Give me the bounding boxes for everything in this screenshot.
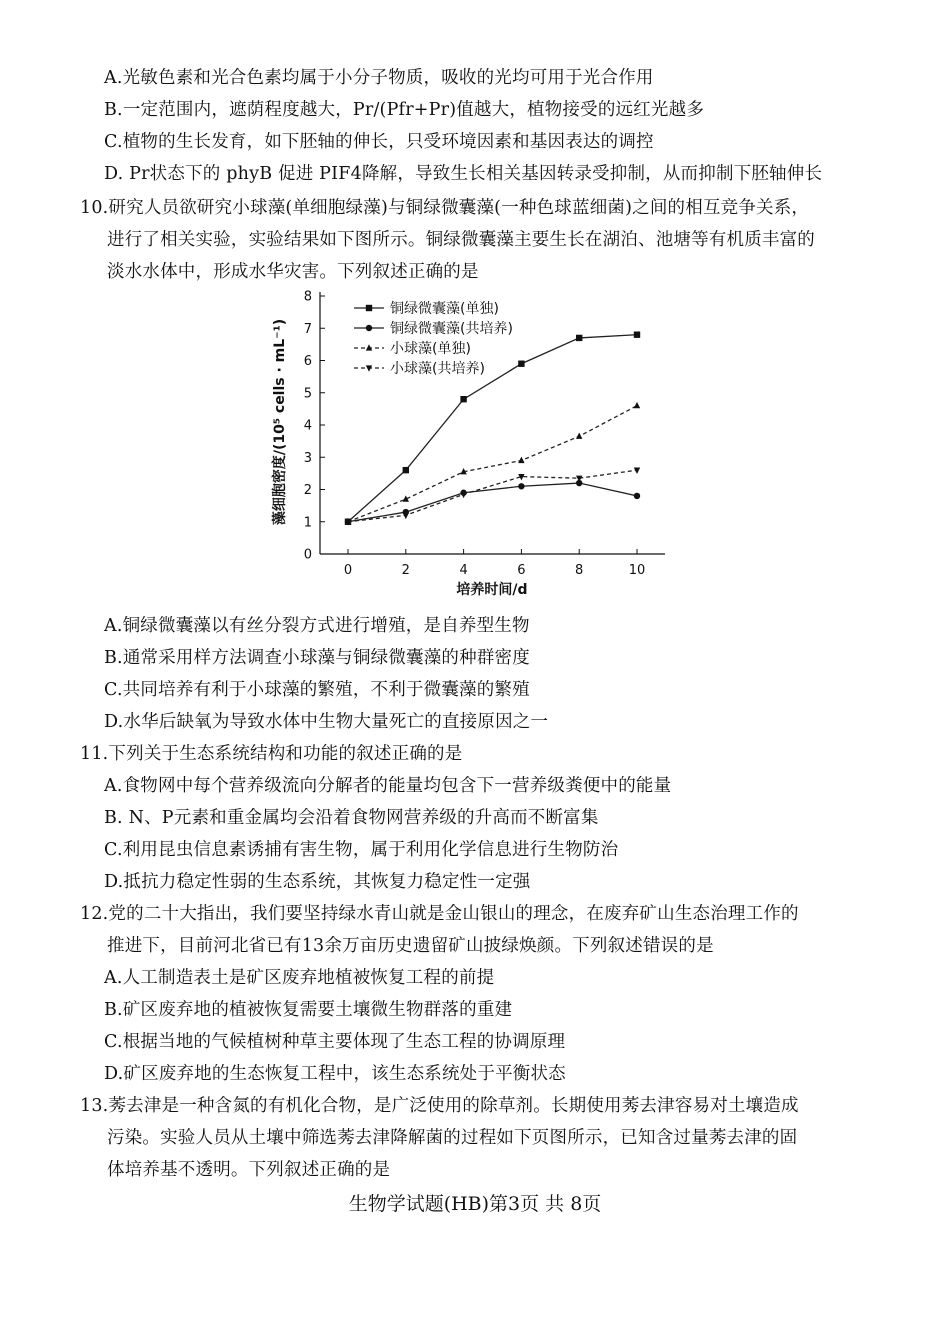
legend-label-4: 小球藻(共培养)	[390, 361, 485, 377]
legend-marker-2	[366, 325, 372, 331]
q13-stem-line-2: 污染。实验人员从土壤中筛选莠去津降解菌的过程如下页图所示，已知含过量莠去津的固	[107, 1128, 798, 1148]
y-tick-label: 8	[303, 289, 312, 305]
q11-option-d: D.抵抗力稳定性弱的生态系统，其恢复力稳定性一定强	[104, 872, 531, 892]
x-tick-label: 8	[575, 563, 584, 578]
q12-option-b: B.矿区废弃地的植被恢复需要土壤微生物群落的重建	[104, 1000, 513, 1020]
y-tick-label: 2	[303, 483, 312, 498]
data-point-s4	[403, 513, 409, 519]
series-line-2	[348, 483, 637, 522]
q10-option-c: C.共同培养有利于小球藻的繁殖，不利于微囊藻的繁殖	[104, 680, 530, 700]
q9-option-a: A.光敏色素和光合色素均属于小分子物质，吸收的光均可用于光合作用	[104, 68, 654, 88]
x-tick-label: 0	[343, 563, 353, 578]
q10-stem-line-2: 进行了相关实验，实验结果如下图所示。铜绿微囊藻主要生长在湖泊、池塘等有机质丰富的	[107, 230, 815, 250]
q9-option-c: C.植物的生长发育，如下胚轴的伸长，只受环境因素和基因表达的调控	[104, 132, 654, 152]
y-tick-label: 3	[303, 450, 312, 466]
q12-stem-line-2: 推进下，目前河北省已有13余万亩历史遗留矿山披绿焕颜。下列叙述错误的是	[107, 936, 714, 956]
data-point-s3	[576, 432, 582, 438]
data-point-s1	[634, 332, 640, 338]
data-point-s1	[403, 467, 409, 473]
x-tick-label: 4	[459, 563, 468, 578]
cell-density-chart	[260, 282, 680, 607]
legend-label-2: 铜绿微囊藻(共培养)	[390, 321, 513, 337]
q12-option-d: D.矿区废弃地的生态恢复工程中，该生态系统处于平衡状态	[104, 1064, 566, 1084]
q11-option-c: C.利用昆虫信息素诱捕有害生物，属于利用化学信息进行生物防治	[104, 840, 619, 860]
data-point-s3	[518, 457, 524, 463]
x-axis-label: 培养时间/d	[456, 582, 528, 598]
y-tick-label: 6	[303, 354, 312, 369]
x-tick-label: 10	[628, 563, 646, 578]
q11-stem: 11.下列关于生态系统结构和功能的叙述正确的是	[80, 744, 463, 764]
y-tick-label: 5	[303, 386, 312, 402]
series-line-3	[348, 406, 637, 522]
q11-option-b: B. N、P元素和重金属均会沿着食物网营养级的升高而不断富集	[104, 808, 599, 828]
y-tick-label: 1	[303, 515, 312, 531]
y-axis-label: 藻细胞密度/(10⁵ cells · mL⁻¹)	[272, 318, 288, 526]
data-point-s1	[576, 335, 582, 341]
data-point-s1	[518, 361, 524, 367]
data-point-s4	[634, 468, 640, 474]
q10-option-a: A.铜绿微囊藻以有丝分裂方式进行增殖，是自养型生物	[104, 616, 530, 636]
data-point-s2	[518, 483, 524, 489]
q12-option-c: C.根据当地的气候植树种草主要体现了生态工程的协调原理	[104, 1032, 566, 1052]
q10-option-b: B.通常采用样方法调查小球藻与铜绿微囊藻的种群密度	[104, 648, 530, 668]
y-tick-label: 0	[303, 547, 312, 563]
legend-marker-1	[366, 305, 372, 311]
data-point-s1	[460, 396, 466, 402]
legend-label-1: 铜绿微囊藻(单独)	[390, 301, 499, 317]
legend-label-3: 小球藻(单独)	[390, 341, 471, 357]
q10-option-d: D.水华后缺氧为导致水体中生物大量死亡的直接原因之一	[104, 712, 549, 732]
x-tick-label: 6	[517, 563, 526, 578]
data-point-s3	[634, 402, 640, 408]
page-footer: 生物学试题(HB)第3页 共 8页	[348, 1193, 602, 1215]
q9-option-d: D. Pr状态下的 phyB 促进 PIF4降解，导致生长相关基因转录受抑制，从而抑制下胚轴伸长	[104, 164, 823, 184]
q13-stem-line-1: 13.莠去津是一种含氮的有机化合物，是广泛使用的除草剂。长期使用莠去津容易对土壤造成	[80, 1096, 799, 1116]
q9-option-b: B.一定范围内，遮荫程度越大，Pr/(Pfr+Pr)值越大，植物接受的远红光越多	[104, 100, 705, 120]
q11-option-a: A.食物网中每个营养级流向分解者的能量均包含下一营养级粪便中的能量	[104, 776, 672, 796]
q13-stem-line-3: 体培养基不透明。下列叙述正确的是	[107, 1160, 391, 1180]
q12-stem-line-1: 12.党的二十大指出，我们要坚持绿水青山就是金山银山的理念，在废弃矿山生态治理工作的	[80, 904, 799, 924]
data-point-s2	[634, 493, 640, 499]
q12-option-a: A.人工制造表土是矿区废弃地植被恢复工程的前提	[104, 968, 495, 988]
x-tick-label: 2	[401, 563, 410, 578]
y-tick-label: 7	[303, 321, 312, 337]
q10-stem-line-1: 10.研究人员欲研究小球藻(单细胞绿藻)与铜绿微囊藻(一种色球蓝细菌)之间的相互竞争关系，	[80, 198, 810, 218]
q10-stem-line-3: 淡水水体中，形成水华灾害。下列叙述正确的是	[107, 262, 479, 282]
y-tick-label: 4	[303, 418, 312, 434]
